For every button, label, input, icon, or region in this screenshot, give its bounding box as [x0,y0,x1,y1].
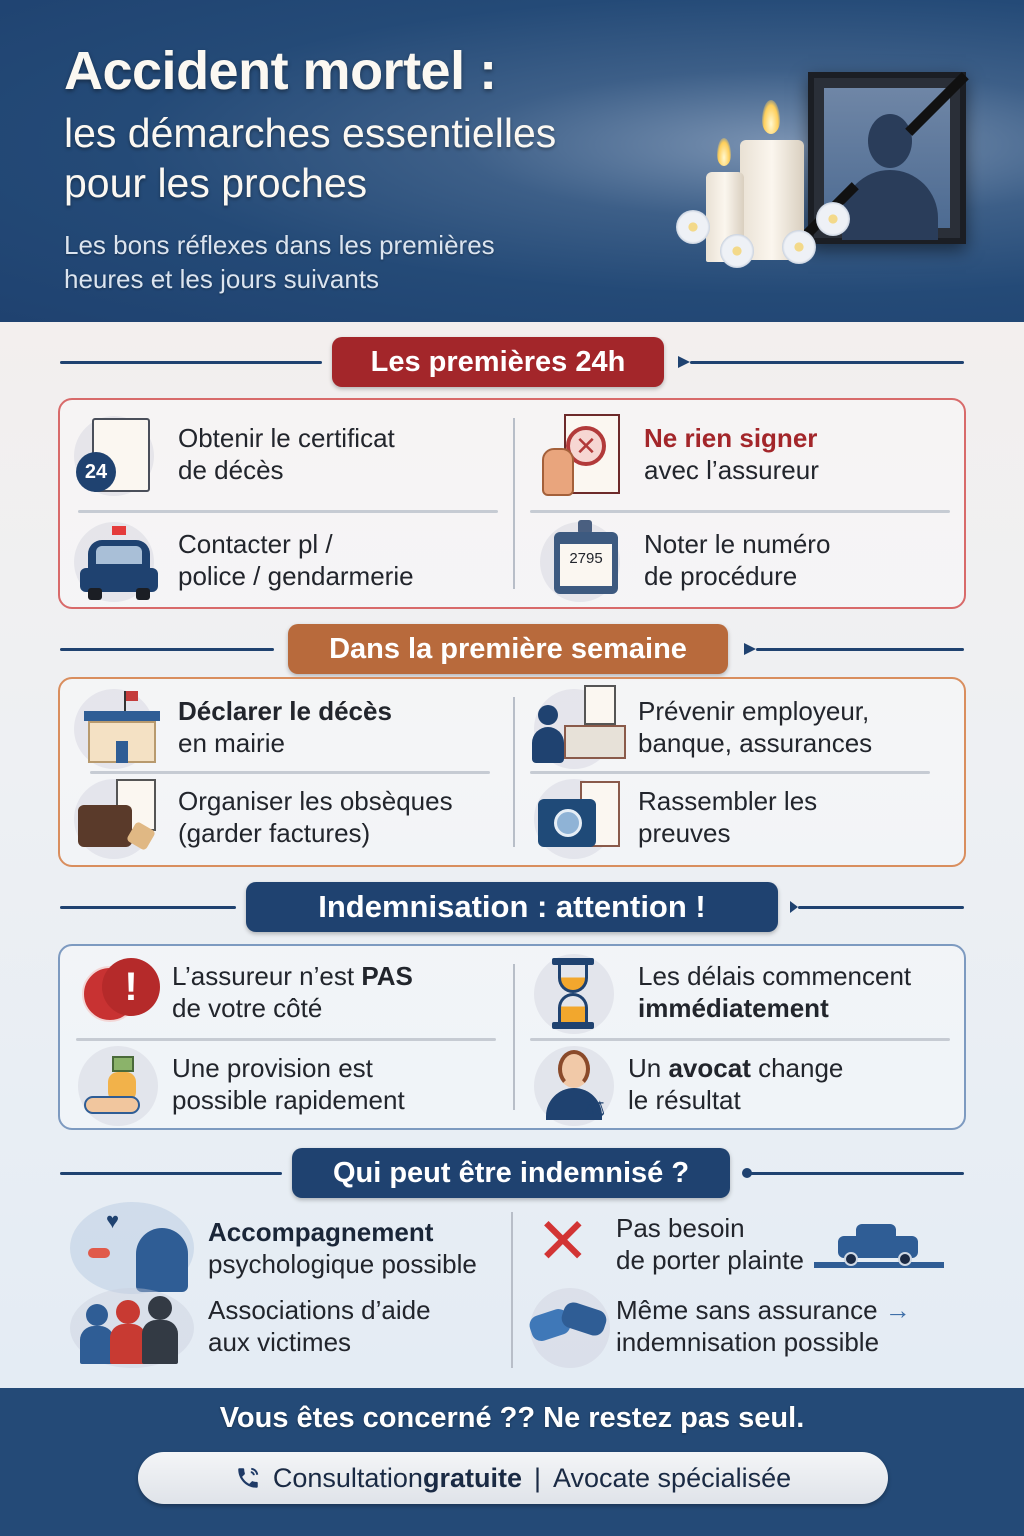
section-title-24h: Les premières 24h [332,337,664,387]
card-week [58,677,966,867]
flower-icon [782,230,816,264]
hourglass-icon [530,950,626,1034]
subtitle-line-1: les démarches essentielles [64,110,557,156]
section-title-who: Qui peut être indemnisé ? [292,1148,730,1198]
section-header-compensation [60,882,964,932]
card-24h [58,398,966,609]
item-insurer-not-on-your-side: ! L’assureur n’est PAS de votre côté [74,950,413,1034]
death-certificate-24h-icon: 24 [70,412,166,496]
victims-group-icon [66,1284,198,1368]
handshake-icon [526,1284,608,1368]
flame-small-icon [717,138,731,166]
town-hall-icon [70,685,166,769]
phone-icon [235,1465,261,1491]
psychological-support-icon: ♥ [66,1200,198,1296]
tagline-line-2: heures et les jours suivants [64,264,380,294]
briefcase-invoice-icon [70,775,166,859]
item-lawyer: ⚖ Un avocat change le résultat [530,1042,843,1126]
item-psychological-support: ♥ Accompagnement psychologique possible [66,1200,477,1296]
flame-icon [762,100,780,134]
tagline [64,228,495,296]
police-car-icon [70,518,166,602]
cta-text-consultation: Consultation [272,1462,423,1493]
lawyer-scales-icon: ⚖ [530,1042,626,1126]
item-death-certificate: 24 Obtenir le certificat de décès [70,412,395,496]
damaged-car-icon [814,1214,944,1274]
page-subtitle [64,108,556,208]
arrow-right-icon: → [884,1295,911,1325]
cta-separator: | [533,1462,541,1493]
hand-money-icon [74,1042,170,1126]
memorial-illustration [640,60,1010,300]
warning-speech-bubble-icon: ! [74,950,170,1034]
item-no-complaint-needed: ✕ Pas besoin de porter plainte [530,1202,944,1286]
cta-text-lawyer: Avocate spécialisée [552,1462,792,1493]
tagline-line-1: Les bons réflexes dans les premières [64,230,495,260]
camera-evidence-icon [530,775,626,859]
item-victim-associations: Associations d’aide aux victimes [66,1284,431,1368]
section-title-compensation: Indemnisation : attention ! [246,882,778,932]
footer-banner [0,1388,1024,1536]
item-without-insurance: Même sans assurance → indemnisation possible [526,1284,911,1368]
flower-icon [816,202,850,236]
cta-text-free: gratuite [422,1462,522,1493]
item-notify-employer: Prévenir employeur, banque, assurances [530,685,872,769]
item-funeral: Organiser les obsèques (garder factures) [70,775,453,859]
header-banner [0,0,1024,322]
procedure-number-clipboard-icon: 2795 [536,518,632,602]
flower-icon [676,210,710,244]
section-title-week: Dans la première semaine [288,624,728,674]
item-declare-death: Déclarer le décès en mairie [70,685,392,769]
consultation-cta-button[interactable] [138,1452,888,1504]
item-contact-police: Contacter pl / police / gendarmerie [70,518,414,602]
item-gather-evidence: Rassembler les preuves [530,775,817,859]
stop-sign-document-icon: ✕ [536,412,632,496]
card-compensation [58,944,966,1130]
page-title: Accident mortel : [64,41,497,101]
item-procedure-number: 2795 Noter le numéro de procédure [536,518,830,602]
item-provision: Une provision est possible rapidement [74,1042,405,1126]
section-header-who [60,1148,964,1198]
employer-bank-icon [530,685,626,769]
footer-headline: Vous êtes concerné ?? Ne restez pas seul. [219,1402,805,1434]
section-header-week [60,624,964,674]
flower-icon [720,234,754,268]
main-content [0,322,1024,1388]
section-header-24h [60,337,964,387]
red-cross-mark-icon: ✕ [536,1205,590,1277]
item-do-not-sign: ✕ Ne rien signer avec l’assureur [536,412,819,496]
column-divider [511,1212,513,1368]
item-deadlines: Les délais commencent immédiatement [530,950,911,1034]
subtitle-line-2: pour les proches [64,160,368,206]
